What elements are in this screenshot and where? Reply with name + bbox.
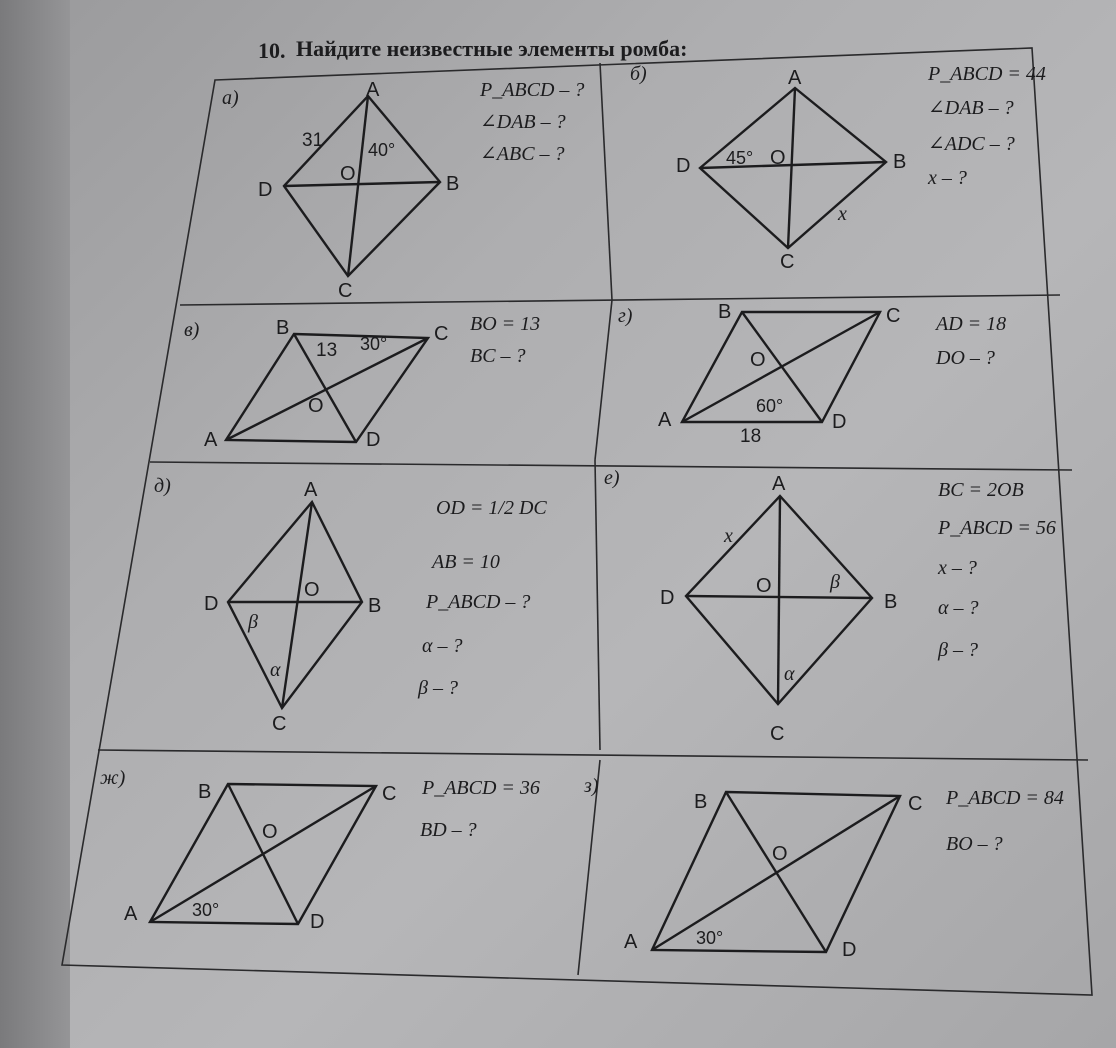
- vertex-c: C: [770, 723, 785, 745]
- vertex-o: O: [770, 147, 786, 169]
- vertex-a: A: [304, 479, 318, 501]
- divider-v1: [600, 63, 612, 300]
- vertex-d: D: [676, 155, 691, 177]
- vertex-d: D: [258, 179, 273, 201]
- task-2: AB = 10: [432, 551, 500, 573]
- vertex-d: D: [310, 911, 325, 933]
- vertex-o: O: [750, 349, 766, 371]
- vertex-o: O: [340, 163, 356, 185]
- given-alpha: α: [784, 663, 795, 685]
- vertex-b: B: [446, 173, 460, 195]
- given-beta: β: [248, 611, 258, 633]
- cell-label: е): [604, 467, 620, 489]
- divider-h1: [180, 295, 1060, 305]
- task-3: ∠ADC – ?: [928, 133, 1015, 155]
- given-beta: β: [830, 571, 840, 593]
- vertex-b: B: [893, 151, 907, 173]
- cell-v: [184, 313, 540, 451]
- vertex-b: B: [884, 591, 898, 613]
- task-1: P_ABCD = 44: [928, 63, 1046, 85]
- vertex-a: A: [124, 903, 138, 925]
- exercise-title: Найдите неизвестные элементы ромба:: [296, 36, 688, 61]
- cell-label: г): [618, 305, 633, 327]
- rhombus-a: [284, 96, 440, 276]
- rhombus-e: [686, 496, 872, 704]
- task-5: β – ?: [418, 677, 458, 699]
- cell-label: в): [184, 319, 200, 341]
- vertex-b: B: [368, 595, 382, 617]
- task-1: BO = 13: [470, 313, 541, 335]
- vertex-a: A: [204, 429, 218, 451]
- given-side: 31: [302, 130, 324, 151]
- task-1: OD = 1/2 DC: [436, 497, 547, 519]
- task-1: AD = 18: [936, 313, 1007, 335]
- task-2: DO – ?: [936, 347, 995, 369]
- cell-label: д): [154, 475, 171, 497]
- vertex-o: O: [308, 395, 324, 417]
- given-angle: 30°: [696, 928, 724, 948]
- vertex-c: C: [382, 783, 397, 805]
- task-2: ∠DAB – ?: [480, 111, 566, 133]
- vertex-a: A: [624, 931, 638, 953]
- vertex-o: O: [262, 821, 278, 843]
- task-2: BD – ?: [420, 819, 477, 841]
- vertex-c: C: [338, 280, 353, 302]
- task-1: BC = 2OB: [938, 479, 1024, 501]
- cell-label: ж): [100, 767, 126, 789]
- rhombus-b: [700, 88, 886, 248]
- task-3: x – ?: [938, 557, 977, 579]
- vertex-b: B: [718, 301, 732, 323]
- rhombus-d: [228, 502, 362, 708]
- cell-zh: [100, 767, 540, 933]
- vertex-o: O: [756, 575, 772, 597]
- task-1: P_ABCD = 84: [946, 787, 1064, 809]
- given-angle: 45°: [726, 148, 754, 168]
- rhombus-zh: [150, 784, 376, 924]
- given-angle: 30°: [360, 334, 388, 354]
- task-3: ∠ABC – ?: [480, 143, 565, 165]
- cell-b: [630, 63, 1046, 273]
- vertex-b: B: [694, 791, 708, 813]
- cell-a: [222, 79, 584, 302]
- task-1: P_ABCD = 36: [422, 777, 540, 799]
- given-angle: 30°: [192, 900, 220, 920]
- vertex-d: D: [366, 429, 381, 451]
- task-4: α – ?: [422, 635, 463, 657]
- cell-d: [154, 475, 547, 735]
- vertex-d: D: [842, 939, 857, 961]
- task-3: P_ABCD – ?: [426, 591, 531, 613]
- vertex-a: A: [772, 473, 786, 495]
- vertex-a: A: [788, 67, 802, 89]
- given-angle: 40°: [368, 140, 396, 160]
- divider-h3: [98, 750, 1088, 760]
- given-alpha: α: [270, 659, 281, 681]
- vertex-o: O: [772, 843, 788, 865]
- exercise-number: 10.: [258, 38, 286, 63]
- given-angle: 60°: [756, 396, 784, 416]
- vertex-d: D: [204, 593, 219, 615]
- vertex-c: C: [886, 305, 901, 327]
- task-4: x – ?: [928, 167, 967, 189]
- cell-label: а): [222, 87, 239, 109]
- given-segment: 13: [316, 340, 338, 361]
- cell-e: [604, 467, 1056, 745]
- cell-label: з): [584, 775, 599, 797]
- given-x: x: [724, 525, 733, 547]
- task-1: P_ABCD – ?: [480, 79, 585, 101]
- divider-v2: [595, 300, 612, 460]
- vertex-a: A: [366, 79, 380, 101]
- cell-g: [618, 301, 1006, 447]
- task-4: α – ?: [938, 597, 979, 619]
- vertex-d: D: [660, 587, 675, 609]
- vertex-d: D: [832, 411, 847, 433]
- task-2: ∠DAB – ?: [928, 97, 1014, 119]
- divider-v3: [595, 460, 600, 750]
- rhombus-z: [652, 792, 900, 952]
- vertex-b: B: [198, 781, 212, 803]
- task-5: β – ?: [938, 639, 978, 661]
- vertex-c: C: [272, 713, 287, 735]
- vertex-c: C: [908, 793, 923, 815]
- given-side: 18: [740, 426, 762, 447]
- vertex-b: B: [276, 317, 290, 339]
- cell-label: б): [630, 63, 647, 85]
- task-2: BO – ?: [946, 833, 1003, 855]
- vertex-a: A: [658, 409, 672, 431]
- vertex-c: C: [780, 251, 795, 273]
- vertex-o: O: [304, 579, 320, 601]
- task-2: P_ABCD = 56: [938, 517, 1056, 539]
- cell-z: [583, 775, 1064, 961]
- vertex-c: C: [434, 323, 449, 345]
- task-2: BC – ?: [470, 345, 526, 367]
- given-side: x: [838, 203, 847, 225]
